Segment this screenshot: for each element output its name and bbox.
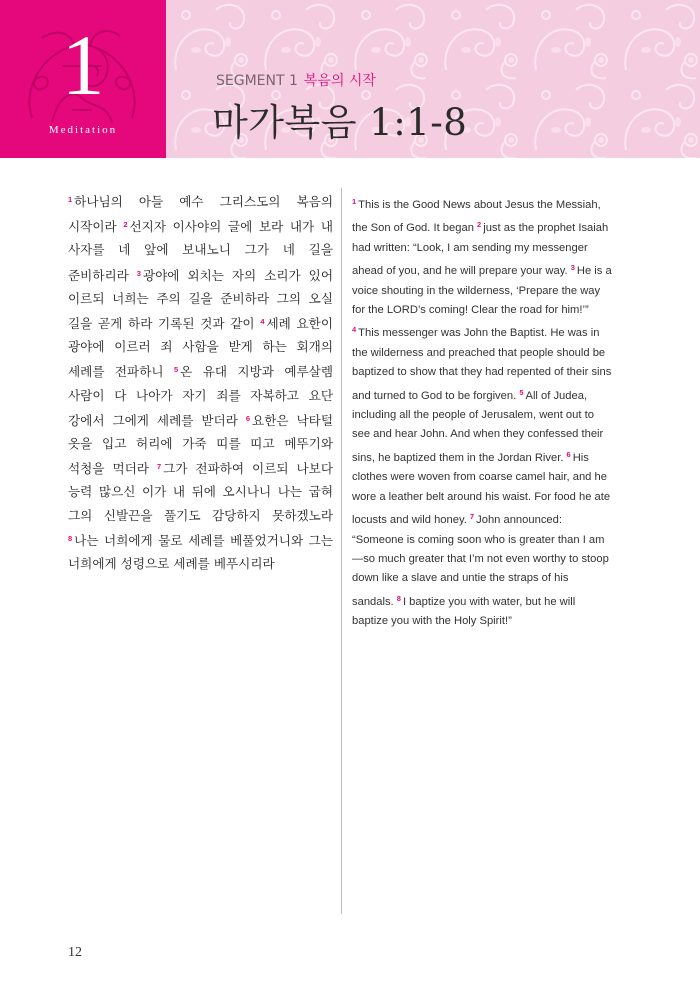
meditation-number-block (0, 0, 166, 158)
verse-number: 8 (396, 593, 401, 603)
verse-text: 하나님의 아들 예수 그리스도의 복음의 시작이라 (68, 194, 333, 235)
verse-number: 6 (566, 449, 571, 459)
verse-number: 5 (519, 387, 524, 397)
verse-number: 3 (136, 268, 141, 278)
verse-text: 광야에 외치는 자의 소리가 있어 이르되 너희는 주의 길을 준비하라 그의 오실 길을 곧게 하라 기록된 것과 같이 (68, 267, 333, 332)
verse-text: All of Judea, including all the people of Jerusalem, went out to see and hear John. And when they confessed their sins, he baptized them in the Jordan River. (352, 389, 604, 464)
meditation-label: Meditation (48, 124, 118, 136)
verse-number: 3 (570, 263, 575, 273)
verse-text: He is a voice shouting in the wilderness, ‘Prepare the way for the LORD’s coming! Clear the road for him!’” (352, 265, 612, 317)
page-header (0, 0, 700, 158)
verse-number: 8 (68, 533, 73, 543)
verse-english (352, 514, 609, 608)
verse-text: This is the Good News about Jesus the Messiah, the Son of God. It began (352, 199, 601, 235)
verse-number: 4 (260, 317, 265, 327)
english-text-column (352, 192, 612, 632)
verse-text: 요한은 낙타털 옷을 입고 허리에 가죽 띠를 띠고 메뚜기와 석청을 먹더라 (68, 412, 333, 477)
verse-text: just as the prophet Isaiah had written: “Look, I am sending my messenger ahead of you, and he will prepare your way. (352, 222, 609, 278)
korean-text-column (68, 188, 333, 575)
verse-korean (68, 533, 333, 571)
verse-number: 2 (477, 220, 482, 230)
verse-number: 7 (469, 512, 475, 522)
floral-pattern-banner (166, 0, 700, 158)
verse-number: 2 (123, 220, 128, 230)
verse-number: 6 (245, 413, 251, 423)
verse-number: 1 (352, 197, 357, 206)
verse-text: 세례 요한이 광야에 이르러 죄 사함을 받게 하는 회개의 세례를 전파하니 (68, 316, 334, 380)
verse-text: His clothes were woven from coarse camel hair, and he wore a leather belt around his waist. For food he ate locusts and wild honey. (352, 451, 611, 527)
verse-text: 온 유대 지방과 예루살렘 사람이 다 나아가 자기 죄를 자복하고 요단 강에서 그에게 세례를 받더라 (68, 364, 333, 428)
verse-text: John announced: “Someone is coming soon who is greater than I am—so much greater that I’m not even worthy to stoop down like a slave and untie the straps of his sandals. (352, 514, 609, 608)
verse-number: 7 (156, 462, 162, 472)
verse-text: 선지자 이사야의 글에 보라 내가 내 사자를 네 앞에 보내노니 그가 네 길을 준비하리라 (68, 219, 333, 283)
verse-text: 나는 너희에게 물로 세례를 베풀었거니와 그는 너희에게 성령으로 세례를 베푸시리라 (68, 532, 333, 572)
verse-text: I baptize you with water, but he will baptize you with the Holy Spirit!” (352, 595, 576, 628)
segment-label (216, 70, 376, 90)
verse-text: 그가 전파하여 이르되 나보다 능력 많으신 이가 내 뒤에 오시나니 나는 굽혀 그의 신발끈을 풀기도 감당하지 못하겠노라 (68, 461, 333, 523)
verse-number: 5 (173, 365, 179, 375)
segment-number: SEGMENT 1 (216, 73, 298, 89)
verse-number: 4 (352, 325, 357, 335)
verse-number: 1 (68, 195, 73, 204)
page-number: 12 (68, 945, 82, 960)
segment-title: 복음의 시작 (303, 73, 376, 89)
page-title: 마가복음 1:1-8 (212, 101, 468, 144)
meditation-number: 1 (61, 17, 105, 113)
column-divider (341, 188, 342, 914)
verse-text: This messenger was John the Baptist. He was in the wilderness and preached that people should be baptized to show that they had repented of their sins and turned to God to be forgiven. (352, 327, 612, 402)
